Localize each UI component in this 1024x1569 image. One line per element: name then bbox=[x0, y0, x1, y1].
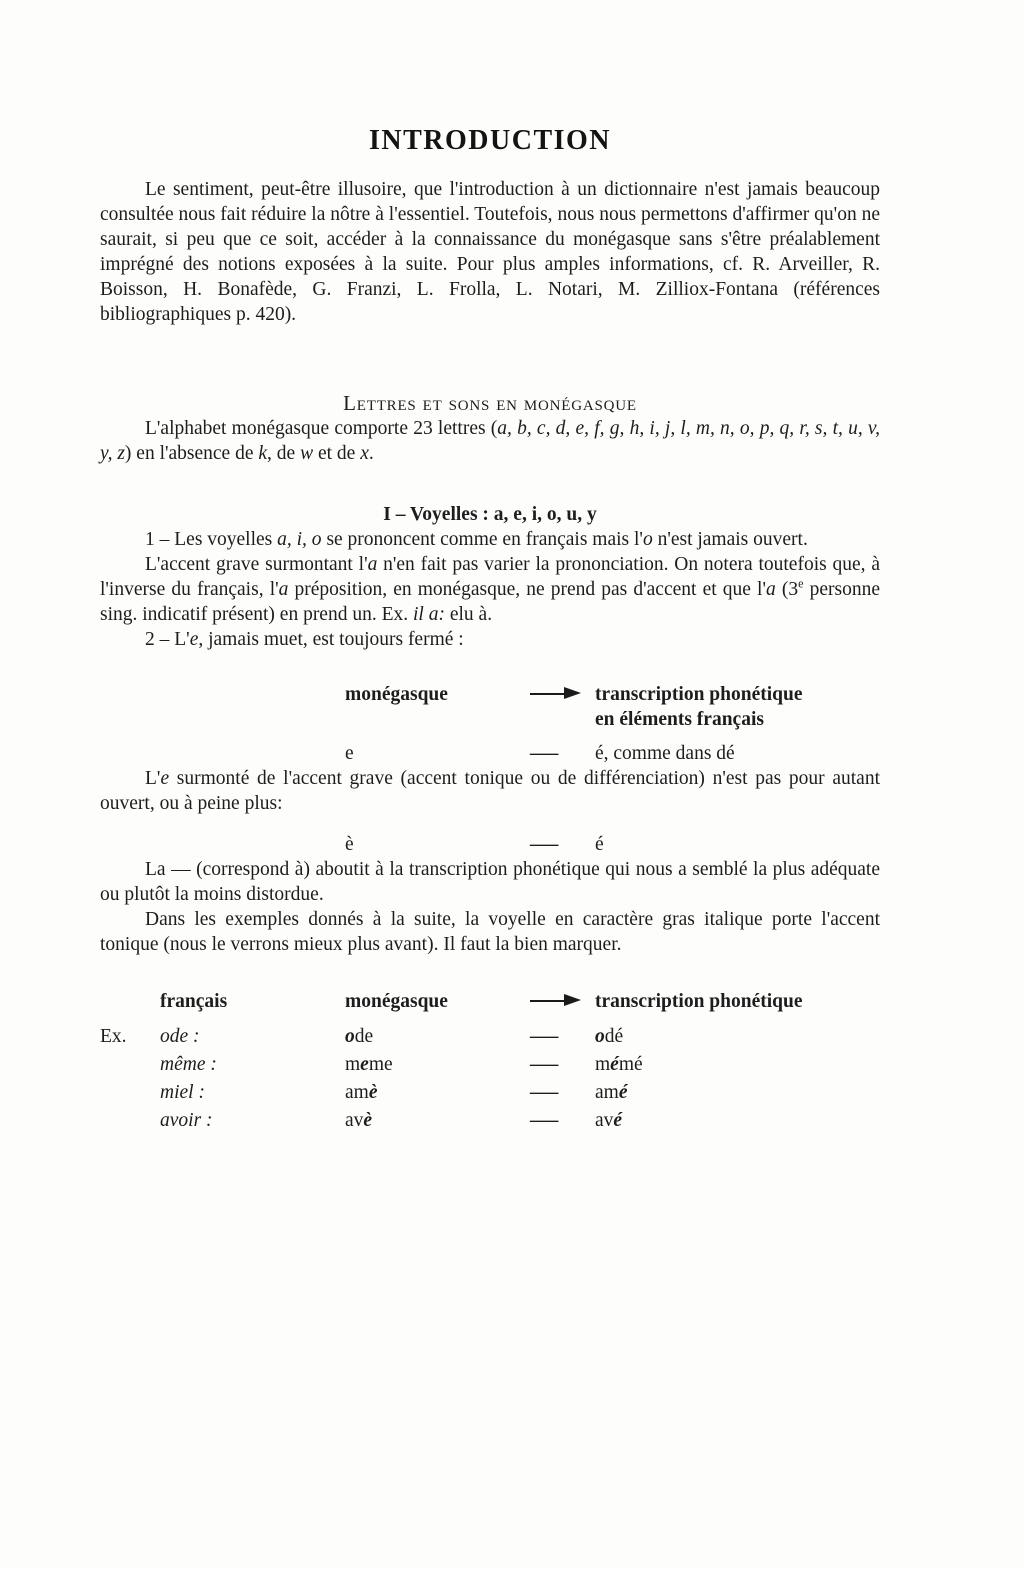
alphabet-paragraph: L'alphabet monégasque comporte 23 lettres (a, b, c, d, e, f, g, h, i, j, l, m, n, o, p, q, r, s, t, u, v, y, z) en l'absence de k, de w et de x. bbox=[100, 418, 880, 464]
phonetic-table-e bbox=[100, 682, 880, 766]
arrow-right-icon bbox=[530, 1000, 564, 1002]
dash-glyph: — bbox=[530, 1110, 559, 1131]
table-row-e bbox=[100, 741, 880, 766]
column-header-transcription-line2: en éléments français bbox=[595, 709, 764, 730]
section-heading-letters-sounds: Lettres et sons en monégasque bbox=[343, 391, 637, 415]
column-header-monegasque: monégasque bbox=[345, 991, 448, 1012]
dash-glyph: — bbox=[530, 1054, 559, 1075]
column-header-transcription-line1: transcription phonétique bbox=[595, 684, 803, 705]
cell-french: ode : bbox=[160, 1026, 200, 1047]
cell-transcription: é, comme dans dé bbox=[595, 743, 735, 764]
cell-french: avoir : bbox=[160, 1110, 213, 1131]
paragraph-accent-grave: L'accent grave surmontant l'a n'en fait pas varier la prononciation. On notera toutefois que, à l'inverse du français, l'a préposition, en monégasque, ne prend pas d'accent et que l'a (3e personne sing. indicatif présent) en prend un. Ex. il a: elu à. bbox=[100, 554, 880, 625]
paragraph-vowels-1: 1 – Les voyelles a, i, o se prononcent comme en français mais l'o n'est jamais ouvert. bbox=[145, 529, 808, 550]
cell-monegasque: ode bbox=[345, 1026, 374, 1047]
cell-transcription: mémé bbox=[595, 1054, 643, 1075]
cell-dash bbox=[530, 1108, 595, 1134]
cell-monegasque: è bbox=[345, 834, 354, 855]
cell-monegasque: e bbox=[345, 743, 354, 764]
dash-glyph: — bbox=[530, 1082, 559, 1103]
arrow-cell bbox=[530, 989, 595, 1014]
cell-transcription: odé bbox=[595, 1026, 624, 1047]
cell-dash bbox=[530, 1024, 595, 1050]
cell-transcription: amé bbox=[595, 1082, 628, 1103]
example-row-avoir bbox=[100, 1108, 880, 1134]
phonetic-table-header bbox=[100, 682, 880, 732]
examples-table-header bbox=[100, 989, 880, 1014]
example-row-miel bbox=[100, 1080, 880, 1106]
cell-transcription: é bbox=[595, 834, 604, 855]
dash-glyph: — bbox=[530, 743, 559, 764]
intro-paragraph: Le sentiment, peut-être illusoire, que l'introduction à un dictionnaire n'est jamais beaucoup consultée nous fait réduire la nôtre à l'essentiel. Toutefois, nous nous permettons d'affirmer qu'on ne saurait, si peu que ce soit, accéder à la connaissance du monégasque sans s'être préalablement imprégné des notions exposées à la suite. Pour plus amples informations, cf. R. Arveiller, R. Boisson, H. Bonafède, G. Franzi, L. Frolla, L. Notari, M. Zilliox-Fontana (références bibliographiques p. 420). bbox=[100, 179, 880, 325]
examples-table bbox=[100, 989, 880, 1134]
ex-label: Ex. bbox=[100, 1026, 127, 1047]
paragraph-examples-note: Dans les exemples donnés à la suite, la voyelle en caractère gras italique porte l'accent tonique (nous le verrons mieux plus avant). Il faut la bien marquer. bbox=[100, 909, 880, 955]
paragraph-e-grave: L'e surmonté de l'accent grave (accent tonique ou de différenciation) n'est pas pour autant ouvert, ou à peine plus: bbox=[100, 768, 880, 814]
paragraph-dash-meaning: La — (correspond à) aboutit à la transcription phonétique qui nous a semblé la plus adéquate ou plutôt la moins distordue. bbox=[100, 859, 880, 905]
cell-dash bbox=[530, 741, 595, 766]
dash-glyph: — bbox=[530, 834, 559, 855]
subsection-heading-vowels: I – Voyelles : a, e, i, o, u, y bbox=[383, 504, 597, 525]
cell-monegasque: avè bbox=[345, 1110, 373, 1131]
cell-transcription: avé bbox=[595, 1110, 623, 1131]
cell-french: même : bbox=[160, 1054, 217, 1075]
cell-monegasque: meme bbox=[345, 1054, 393, 1075]
cell-french: miel : bbox=[160, 1082, 205, 1103]
cell-dash bbox=[530, 832, 595, 857]
dash-glyph: — bbox=[530, 1026, 559, 1047]
table-row-e-grave bbox=[100, 832, 880, 857]
paragraph-e-closed: 2 – L'e, jamais muet, est toujours fermé : bbox=[145, 629, 464, 650]
arrow-right-icon bbox=[530, 693, 564, 695]
arrow-cell bbox=[530, 682, 595, 707]
example-row-ode bbox=[100, 1024, 880, 1050]
cell-dash bbox=[530, 1080, 595, 1106]
column-header-french: français bbox=[160, 991, 228, 1012]
column-header-monegasque: monégasque bbox=[345, 684, 448, 705]
cell-monegasque: amè bbox=[345, 1082, 378, 1103]
page-title: INTRODUCTION bbox=[368, 125, 612, 156]
column-header-transcription bbox=[595, 682, 880, 732]
column-header-transcription: transcription phonétique bbox=[595, 991, 803, 1012]
cell-dash bbox=[530, 1052, 595, 1078]
example-row-meme bbox=[100, 1052, 880, 1078]
